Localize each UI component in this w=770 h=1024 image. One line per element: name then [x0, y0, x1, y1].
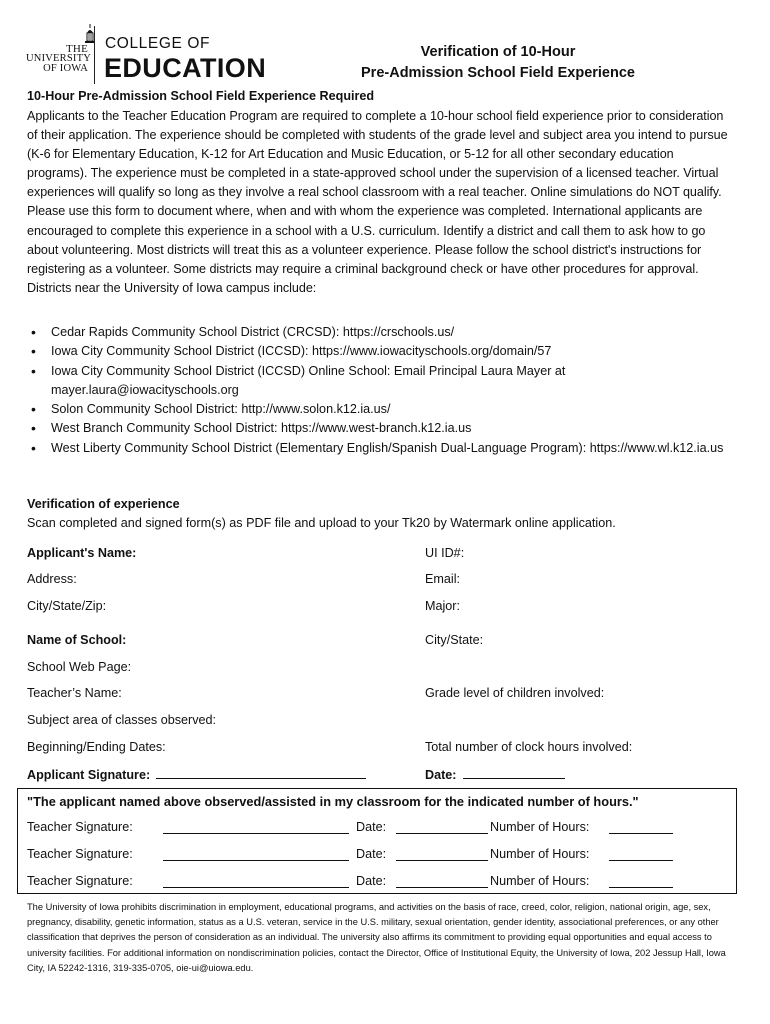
teacher-signature-line[interactable]: [163, 887, 349, 888]
school-web-page-label: School Web Page:: [27, 660, 132, 674]
subject-area-label: Subject area of classes observed:: [27, 713, 217, 727]
required-heading: 10-Hour Pre-Admission School Field Experience Required: [27, 89, 375, 103]
university-line3: OF IOWA: [43, 63, 88, 74]
teacher-statement: "The applicant named above observed/assisted in my classroom for the indicated number of hours.": [27, 794, 639, 809]
applicant-date-line[interactable]: [463, 766, 565, 779]
email-label: Email:: [425, 572, 460, 586]
teacher-date-label: Date:: [356, 874, 387, 888]
college-logo: [26, 24, 286, 86]
teacher-date-line[interactable]: [396, 860, 488, 861]
applicant-signature-line[interactable]: [156, 766, 366, 779]
teacher-signature-label: Teacher Signature:: [27, 874, 133, 888]
school-city-state-label: City/State:: [425, 633, 484, 647]
district-list: [27, 323, 729, 458]
list-item: • Cedar Rapids Community School District (CRCSD): https://crschools.us/: [27, 323, 729, 342]
teacher-name-label: Teacher’s Name:: [27, 686, 122, 700]
dates-label: Beginning/Ending Dates:: [27, 740, 166, 754]
applicant-name-label: Applicant's Name:: [27, 546, 137, 560]
address-label: Address:: [27, 572, 77, 586]
teacher-signature-row: [27, 820, 727, 838]
teacher-date-line[interactable]: [396, 887, 488, 888]
teacher-verification-box: [17, 788, 737, 894]
total-hours-label: Total number of clock hours involved:: [425, 740, 633, 754]
college-of-text: COLLEGE OF: [105, 35, 211, 52]
list-item: • West Liberty Community School District (Elementary English/Spanish Dual-Language Program): https://www.wl.k12.ia.us: [27, 439, 729, 458]
verification-instructions: Scan completed and signed form(s) as PDF file and upload to your Tk20 by Watermark online application.: [27, 516, 616, 530]
teacher-signature-row: [27, 874, 727, 892]
logo-divider: [94, 26, 95, 84]
major-label: Major:: [425, 599, 460, 613]
applicant-signature-label: Applicant Signature:: [27, 768, 151, 782]
teacher-signature-label: Teacher Signature:: [27, 847, 133, 861]
number-of-hours-label: Number of Hours:: [490, 847, 590, 861]
applicant-date-label: Date:: [425, 768, 457, 782]
number-of-hours-line[interactable]: [609, 833, 673, 834]
ui-id-label: UI ID#:: [425, 546, 465, 560]
university-wordmark: [26, 43, 91, 74]
number-of-hours-line[interactable]: [609, 887, 673, 888]
verification-heading: Verification of experience: [27, 497, 180, 511]
teacher-date-label: Date:: [356, 847, 387, 861]
teacher-signature-line[interactable]: [163, 833, 349, 834]
number-of-hours-line[interactable]: [609, 860, 673, 861]
list-item: • Iowa City Community School District (ICCSD): https://www.iowacityschools.org/domain/57: [27, 342, 729, 361]
grade-level-label: Grade level of children involved:: [425, 686, 605, 700]
title-line2: Pre-Admission School Field Experience: [361, 65, 635, 81]
list-item: • Iowa City Community School District (ICCSD) Online School: Email Principal Laura Mayer at mayer.laura@iowacityschools.org: [27, 362, 729, 401]
list-item: • Solon Community School District: http://www.solon.k12.ia.us/: [27, 400, 729, 419]
teacher-signature-line[interactable]: [163, 860, 349, 861]
city-state-zip-label: City/State/Zip:: [27, 599, 107, 613]
university-line2: UNIVERSITY: [26, 53, 91, 64]
education-text: EDUCATION: [104, 53, 267, 83]
school-name-label: Name of School:: [27, 633, 127, 647]
intro-paragraph: Applicants to the Teacher Education Program are required to complete a 10-hour school field experience prior to consideration of their application. The experience should be completed with students of the grade level and subject area you intend to pursue (K-6 for Elementary Education, K-12 for Art Education and Music Education, or 5-12 for all other secondary education programs). The experience must be completed in a state-approved school under the supervision of a licensed teacher. Virtual experiences will qualify so long as they involve a real school classroom with a real teacher. Online simulations do NOT qualify. Please use this form to document where, when and with whom the experience was completed. International applicants are encouraged to complete this experience in a school with a U.S. curriculum. Identify a district and call them to ask how to go about volunteering. Most districts will treat this as a volunteer experience. Please follow the school district's instructions for registering as a volunteer. Some districts may require a criminal background check or have other procedures for approval. Districts near the University of Iowa campus include:: [27, 109, 728, 295]
title-line1: Verification of 10-Hour: [420, 44, 576, 60]
university-line1: THE: [66, 43, 88, 55]
number-of-hours-label: Number of Hours:: [490, 874, 590, 888]
list-item: • West Branch Community School District: https://www.west-branch.k12.ia.us: [27, 419, 729, 438]
number-of-hours-label: Number of Hours:: [490, 820, 590, 834]
applicant-date-field: [425, 766, 565, 782]
nondiscrimination-footer: The University of Iowa prohibits discrimination in employment, educational programs, and activities on the basis of race, creed, color, religion, national origin, age, sex, pregnancy, disability, genetic information, status as a U.S. veteran, service in the U.S. military, sexual orientation, gender identity, associational preferences, or any other classification that deprives the person of consideration as an individual. The university also affirms its commitment to providing equal opportunities and equal access to university facilities. For additional information on nondiscrimination policies, contact the Director, Office of Institutional Equity, the University of Iowa, 202 Jessup Hall, Iowa City, IA 52242-1316, 319-335-0705, oie-ui@uiowa.edu.: [27, 902, 726, 973]
document-title: [340, 42, 656, 84]
teacher-signature-row: [27, 847, 727, 865]
teacher-signature-label: Teacher Signature:: [27, 820, 133, 834]
teacher-date-label: Date:: [356, 820, 387, 834]
applicant-signature-field: [27, 766, 366, 782]
teacher-date-line[interactable]: [396, 833, 488, 834]
